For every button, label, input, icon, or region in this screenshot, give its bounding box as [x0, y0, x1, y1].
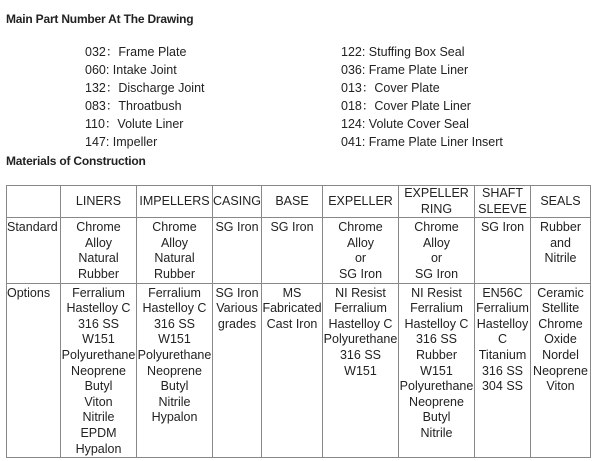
standard-cell: Rubber and Nitrile — [531, 218, 591, 283]
part-item: 132：Discharge Joint — [85, 81, 205, 95]
part-item: 122: Stuffing Box Seal — [341, 45, 465, 59]
options-cell: NI Resist Ferralium Hastelloy C 316 SS Rubber W151 Polyurethane Neoprene Butyl Nitrile — [399, 283, 475, 458]
part-item: 110：Volute Liner — [85, 117, 184, 131]
materials-heading: Materials of Construction — [6, 154, 146, 168]
standard-cell: SG Iron — [213, 218, 262, 283]
part-item: 060: Intake Joint — [85, 63, 177, 77]
standard-cell: SG Iron — [475, 218, 531, 283]
part-item: 124: Volute Cover Seal — [341, 117, 469, 131]
options-cell: Ceramic Stellite Chrome Oxide Nordel Neoprene Viton — [531, 283, 591, 458]
standard-cell: Chrome Alloy Natural Rubber — [61, 218, 137, 283]
options-cell: MS Fabricated Cast Iron — [262, 283, 323, 458]
header-cell: SHAFT SLEEVE — [475, 186, 531, 218]
part-item: 032：Frame Plate — [85, 45, 187, 59]
header-cell: SEALS — [531, 186, 591, 218]
header-cell: EXPELLER RING — [399, 186, 475, 218]
header-cell — [7, 186, 61, 218]
header-cell: LINERS — [61, 186, 137, 218]
standard-cell: Chrome Alloy or SG Iron — [323, 218, 399, 283]
standard-cell: SG Iron — [262, 218, 323, 283]
part-item: 083：Throatbush — [85, 99, 182, 113]
standard-cell: Chrome Alloy Natural Rubber — [137, 218, 213, 283]
parts-list-left — [85, 43, 205, 151]
options-cell: SG Iron Various grades — [213, 283, 262, 458]
part-item: 036: Frame Plate Liner — [341, 63, 469, 77]
parts-list-right — [341, 43, 503, 151]
standard-row — [7, 218, 591, 283]
options-cell: NI Resist Ferralium Hastelloy C Polyurethane 316 SS W151 — [323, 283, 399, 458]
part-item: 147: Impeller — [85, 135, 158, 149]
header-cell: BASE — [262, 186, 323, 218]
standard-cell: Chrome Alloy or SG Iron — [399, 218, 475, 283]
options-cell: EN56C Ferralium Hastelloy C Titanium 316 SS 304 SS — [475, 283, 531, 458]
row-label: Options — [7, 283, 61, 458]
part-item: 018：Cover Plate Liner — [341, 99, 471, 113]
header-row — [7, 186, 591, 218]
header-cell: EXPELLER — [323, 186, 399, 218]
options-cell: Ferralium Hastelloy C 316 SS W151 Polyurethane Neoprene Butyl Nitrile Hypalon — [137, 283, 213, 458]
row-label: Standard — [7, 218, 61, 283]
options-cell: Ferralium Hastelloy C 316 SS W151 Polyurethane Neoprene Butyl Viton Nitrile EPDM Hypalon — [61, 283, 137, 458]
materials-table — [6, 185, 591, 458]
part-item: 041: Frame Plate Liner Insert — [341, 135, 503, 149]
header-cell: CASING — [213, 186, 262, 218]
header-cell: IMPELLERS — [137, 186, 213, 218]
part-item: 013：Cover Plate — [341, 81, 440, 95]
options-row — [7, 283, 591, 458]
parts-heading: Main Part Number At The Drawing — [6, 12, 194, 26]
